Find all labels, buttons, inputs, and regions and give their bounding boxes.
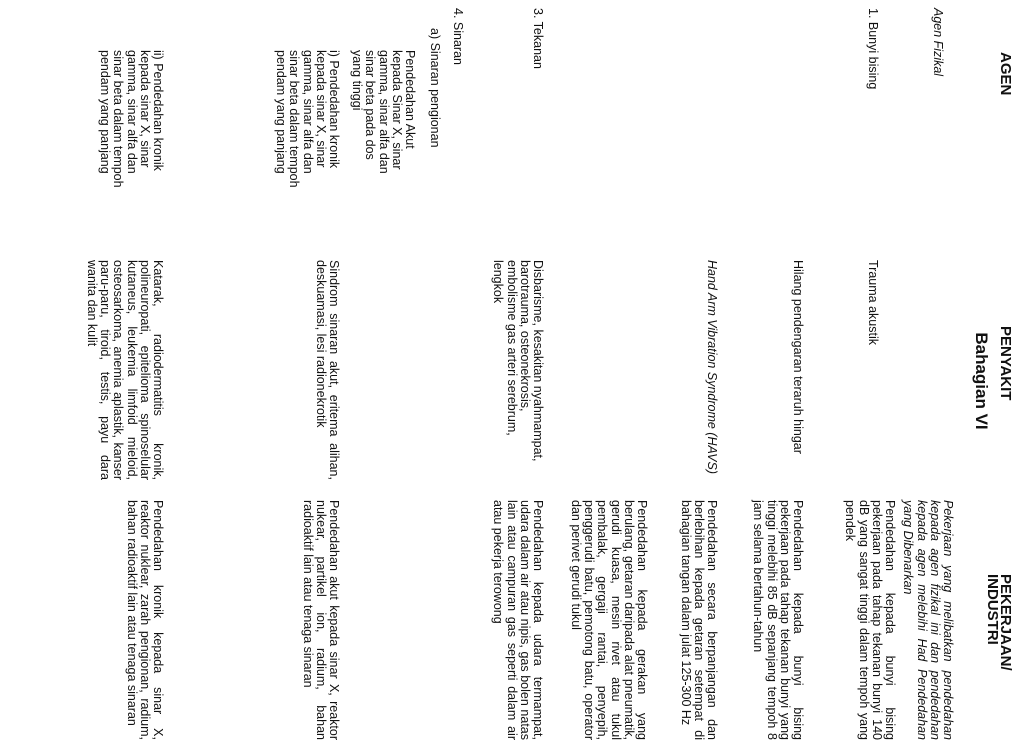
label-pendedahan-akut: Pendedahan Akut kepada Sinar X, sinar gamma, sinar alfa dan sinar beta pada dos yang tinggi	[350, 50, 417, 174]
header-penyakit: PENYAKIT	[997, 326, 1014, 401]
label-pendedahan-kronik-ii: ii) Pendedahan kronik kepada sinar X, sinar gamma, sinar alfa dan sinar beta dalam tempoh pendam yang panjang	[98, 50, 165, 188]
header-agen: AGEN	[997, 52, 1014, 96]
disease-disbarisme: Disbarisme, kesakitan nyahmampat, barotrauma, osteonekrosis, embolisme gas arteri serebrum, lengkok	[491, 260, 545, 462]
section-title: Bahagian VI	[972, 332, 991, 430]
exposure-havs: Pendedahan secara berpanjangan dan berlebihan kepada getaran setempat di bahagian tangan dalam julat 125-300 Hz	[678, 500, 719, 740]
exposure-kronik-sinar-x: Pendedahan kronik kepada sinar X, reaktor nuklear, zarah pengionan, radium, bahan radioaktif lain atau tenaga sinaran	[124, 500, 165, 740]
disease-katarak: Katarak, radiodermatitis kronik, polineuropati, epitelioma spinoselular kutaneus, leukemia limfoid mieloid, osteosarkoma, anemia aplastik, kanser paru-paru, tiroid, testis, payu dara wanita dan kulit	[84, 260, 165, 480]
agent-tekanan: 3. Tekanan	[531, 8, 545, 69]
exposure-hilang-pendengaran: Pendedahan kepada bunyi bising pekerjaan pada tahap tekanan bunyi yang tinggi melebihi 85 dB sepanjang tempoh 8 jam selama bertahun-tahun	[751, 500, 805, 740]
label-pendedahan-kronik-i: i) Pendedahan kronik kepada sinar X, sinar gamma, sinar alfa dan sinar beta dalam tempoh pendam yang panjang	[274, 50, 341, 188]
exposure-udara-termampat: Pendedahan kepada udara termampat, udara dalam air atau nipis, gas bolen natas lain atau campuran gas seperti dalam air atau pekerja terowong	[491, 500, 545, 740]
disease-sindrom-sinaran-akut: Sindrom sinaran akut, eritema alihan, deskuamasi, lesi radionekrotik	[313, 260, 341, 480]
exposure-trauma-akustik: Pendedahan kepada bunyi bising pekerjaan pada tahap tekanan bunyi 140 dB yang sangat tinggi dalam tempoh yang pendek	[843, 500, 897, 740]
agent-bunyi-bising: 1. Bunyi bising	[866, 8, 880, 90]
exposure-gerakan-berulang: Pendedahan kepada gerakan yang berulang, getaran daripada alat pneumatik, gerudi kuasa, mesin rivet atau tukul pembalak, gergaji rantai, penyepih, penggerudi batu, pemotong batu, operator dan perivet gerudi tukul	[568, 500, 649, 740]
category-label: Agen Fizikal	[931, 8, 945, 77]
agent-sinaran: 4. Sinaran	[451, 8, 465, 65]
sub-sinaran-pengionan: a) Sinaran pengionan	[428, 28, 442, 148]
header-pekerjaan: PEKERJAAN/ INDUSTRI	[983, 574, 1014, 671]
disease-trauma-akustik: Trauma akustik	[866, 260, 880, 345]
disease-havs: Hand Arm Vibration Syndrome (HAVS)	[705, 260, 719, 474]
category-note: Pekerjaan yang melibatkan pendedahan kepada agen fizikal ini dan pendedahan kepada agen melebihi Had Pendedahan yang Dibenarkan	[901, 500, 955, 740]
exposure-akut-sinar-x: Pendedahan akut kepada sinar X, reaktor nukear, partikel ion, radium, bahan radioaktif lain atau tenaga sinaran	[300, 500, 341, 740]
disease-hilang-pendengaran: Hilang pendengaran teraruh hingar	[791, 260, 805, 454]
